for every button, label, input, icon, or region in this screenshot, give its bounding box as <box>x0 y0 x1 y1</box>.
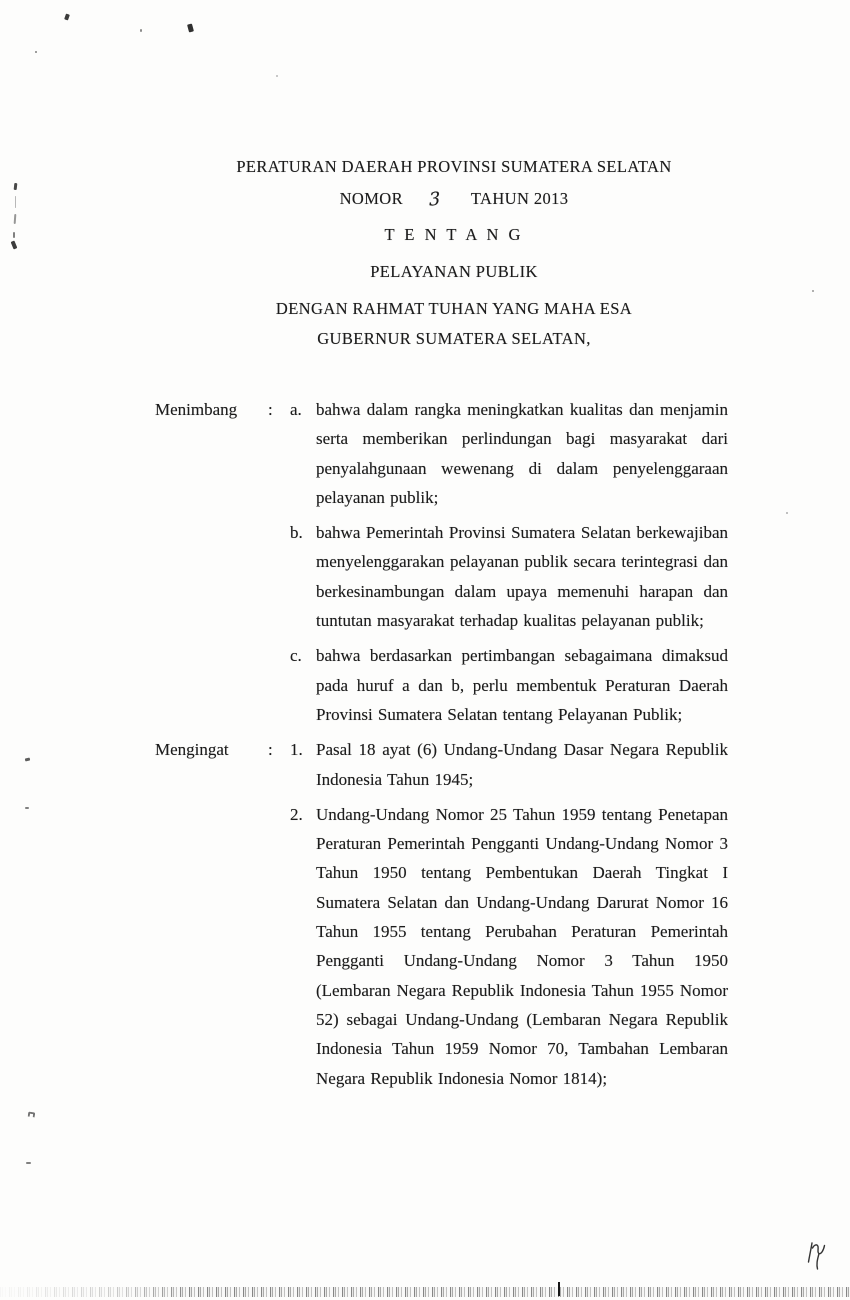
item-text: bahwa dalam rangka meningkatkan kualitas dan menjamin serta memberikan perlindungan bagi masyarakat dari penyalahgunaan wewenang di dalam penyelenggaraan pelayanan publik; <box>316 400 728 507</box>
handwritten-initial-mark <box>806 1240 828 1277</box>
clause-label-menimbang: Menimbang <box>155 400 238 419</box>
year-label: TAHUN 2013 <box>470 189 569 208</box>
clause-label-mengingat: Mengingat <box>155 740 229 760</box>
ink-speck <box>140 29 142 32</box>
ink-speck <box>786 512 788 514</box>
mengingat-section <box>155 735 850 1093</box>
consideration-item-a <box>290 395 730 512</box>
tentang-heading: T E N T A N G <box>384 225 524 244</box>
ink-speck <box>28 1112 36 1118</box>
legal-basis-item-1 <box>290 735 730 794</box>
scan-edge-tick <box>558 1282 560 1296</box>
document-number-line <box>58 189 850 209</box>
handwritten-number: 3 <box>428 188 442 211</box>
clause-colon: : <box>268 400 273 419</box>
ink-speck <box>13 232 15 238</box>
menimbang-section <box>155 395 850 729</box>
ink-speck <box>812 290 814 292</box>
document-body <box>0 395 850 1093</box>
document-header <box>0 0 850 349</box>
item-marker: a. <box>290 400 302 419</box>
item-text: bahwa berdasarkan pertimbangan sebagaimana dimaksud pada huruf a dan b, perlu membentuk Peraturan Daerah Provinsi Sumatera Selatan tentang Pelayanan Publik; <box>316 646 728 724</box>
ink-speck <box>35 51 37 53</box>
paraf-squiggle-icon <box>806 1240 828 1272</box>
item-marker: 1. <box>290 740 303 760</box>
item-text: Pasal 18 ayat (6) Undang-Undang Dasar Negara Republik Indonesia Tahun 1945; <box>316 740 728 789</box>
scan-edge-strip <box>0 1287 850 1297</box>
ink-speck <box>276 75 278 77</box>
clause-colon: : <box>268 740 273 760</box>
menimbang-items <box>290 395 730 729</box>
item-marker: 2. <box>290 804 303 824</box>
item-text: Undang-Undang Nomor 25 Tahun 1959 tentang Penetapan Peraturan Pemerintah Pengganti Undang-Undang Nomor 3 Tahun 1950 tentang Pembentukan Daerah Tingkat I Sumatera Selatan dan Undang-Undang Darurat Nomor 16 Tahun 1955 tentang Perubahan Peraturan Pemerintah Pengganti Undang-Undang Nomor 3 Tahun 1950 (Lembaran Negara Republik Indonesia Tahun 1955 Nomor 52) sebagai Undang-Undang (Lembaran Negara Republik Indonesia Tahun 1959 Nomor 70, Tambahan Lembaran Negara Republik Indonesia Nomor 1814); <box>316 804 728 1088</box>
legal-basis-item-2 <box>290 800 730 1093</box>
item-marker: b. <box>290 523 303 543</box>
ink-speck <box>15 196 16 208</box>
official-title-line: GUBERNUR SUMATERA SELATAN, <box>317 329 591 348</box>
item-text: bahwa Pemerintah Provinsi Sumatera Selatan berkewajiban menyelenggarakan pelayanan publik secara terintegrasi dan berkesinambungan dalam upaya memenuhi harapan dan tuntutan masyarakat terhadap kualitas pelayanan publik; <box>316 523 728 631</box>
consideration-item-c <box>290 641 730 729</box>
document-title: PERATURAN DAERAH PROVINSI SUMATERA SELATAN <box>236 157 672 176</box>
mengingat-items <box>290 735 730 1093</box>
consideration-item-b <box>290 518 730 635</box>
subject-heading: PELAYANAN PUBLIK <box>370 262 538 281</box>
ink-speck <box>25 807 29 809</box>
invocation-line: DENGAN RAHMAT TUHAN YANG MAHA ESA <box>275 299 633 318</box>
ink-speck <box>26 1162 31 1164</box>
item-marker: c. <box>290 646 302 666</box>
nomor-label: NOMOR <box>339 189 404 208</box>
